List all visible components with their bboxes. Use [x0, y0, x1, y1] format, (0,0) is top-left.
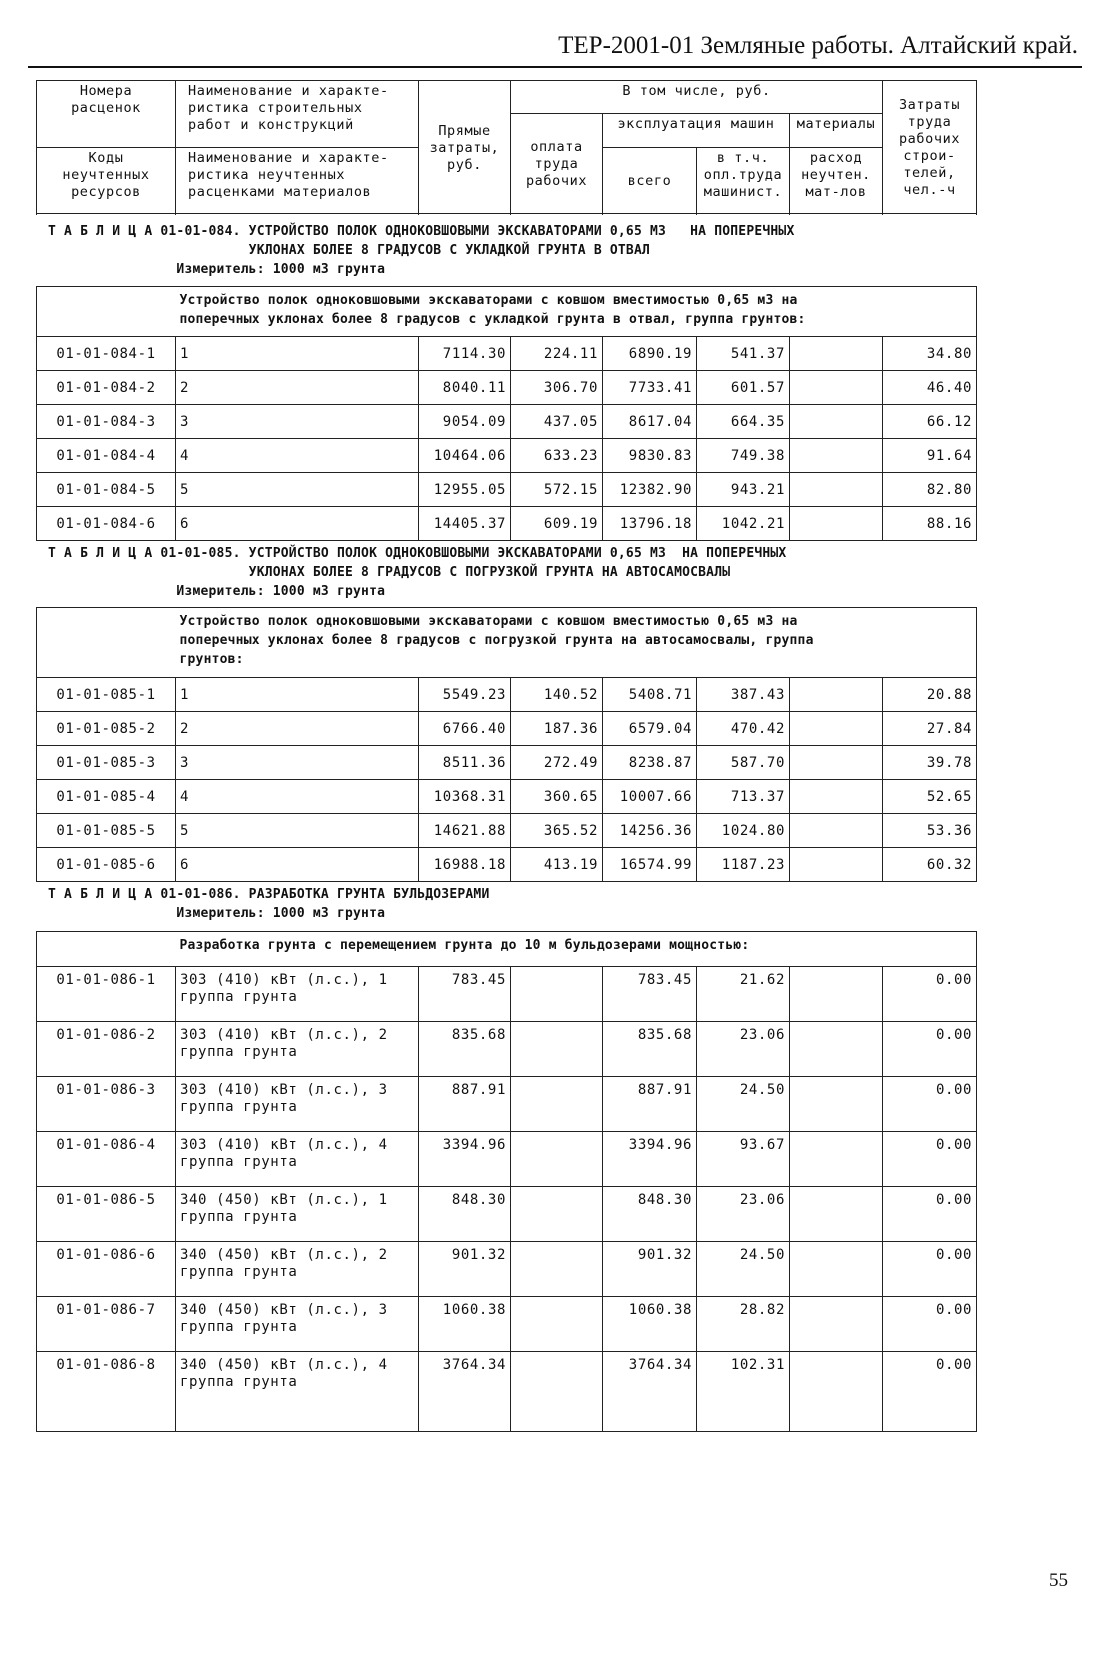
direct-cost-cell: 14621.88 [419, 814, 511, 848]
labor-cost-cell: 437.05 [511, 405, 603, 439]
materials-cell [790, 1187, 883, 1242]
labor-hours-cell: 0.00 [883, 1242, 977, 1297]
work-name-cell: 303 (410) кВт (л.с.), 2 группа грунта [176, 1022, 419, 1077]
table-row [37, 1132, 977, 1187]
labor-hours-cell: 0.00 [883, 1022, 977, 1077]
driver-labor-cell: 601.57 [697, 371, 790, 405]
table-row [37, 507, 977, 541]
direct-cost-cell: 6766.40 [419, 712, 511, 746]
table-row [37, 780, 977, 814]
materials-cell [790, 405, 883, 439]
driver-labor-cell: 24.50 [697, 1242, 790, 1297]
labor-cost-cell [511, 1132, 603, 1187]
driver-labor-cell: 713.37 [697, 780, 790, 814]
materials-cell [790, 712, 883, 746]
machine-cost-cell: 8617.04 [603, 405, 697, 439]
rate-code-cell: 01-01-086-1 [37, 967, 176, 1022]
table-row [37, 473, 977, 507]
col-eksp: эксплуатация машин [603, 114, 790, 148]
materials-cell [790, 337, 883, 371]
machine-cost-cell: 16574.99 [603, 848, 697, 882]
rate-table-085 [36, 607, 977, 882]
work-name-cell: 303 (410) кВт (л.с.), 1 группа грунта [176, 967, 419, 1022]
labor-cost-cell [511, 1077, 603, 1132]
driver-labor-cell: 943.21 [697, 473, 790, 507]
labor-cost-cell: 272.49 [511, 746, 603, 780]
work-name-cell: 5 [176, 473, 419, 507]
direct-cost-cell: 10464.06 [419, 439, 511, 473]
rate-code-cell: 01-01-086-6 [37, 1242, 176, 1297]
materials-cell [790, 473, 883, 507]
work-name-cell: 4 [176, 780, 419, 814]
rate-table-084 [36, 286, 977, 541]
driver-labor-cell: 93.67 [697, 1132, 790, 1187]
driver-labor-cell: 1187.23 [697, 848, 790, 882]
labor-cost-cell: 633.23 [511, 439, 603, 473]
col-vtom: В том числе, руб. [511, 81, 883, 114]
section-spacer [37, 608, 176, 678]
rate-code-cell: 01-01-084-2 [37, 371, 176, 405]
machine-cost-cell: 5408.71 [603, 678, 697, 712]
materials-cell [790, 439, 883, 473]
labor-hours-cell: 91.64 [883, 439, 977, 473]
labor-hours-cell: 82.80 [883, 473, 977, 507]
section-title: Устройство полок одноковшовыми экскаваторами с ковшом вместимостью 0,65 м3 на поперечных уклонах более 8 градусов с укладкой грунта в отвал, группа грунтов: [176, 287, 977, 337]
rate-table-086 [36, 931, 977, 1432]
rate-code-cell: 01-01-086-5 [37, 1187, 176, 1242]
materials-cell [790, 1242, 883, 1297]
col-vsego: всего [603, 148, 697, 214]
page-number: 55 [1049, 1570, 1068, 1591]
direct-cost-cell: 8511.36 [419, 746, 511, 780]
driver-labor-cell: 387.43 [697, 678, 790, 712]
table-row [37, 1187, 977, 1242]
materials-cell [790, 814, 883, 848]
driver-labor-cell: 23.06 [697, 1187, 790, 1242]
labor-hours-cell: 0.00 [883, 1297, 977, 1352]
work-name-cell: 340 (450) кВт (л.с.), 1 группа грунта [176, 1187, 419, 1242]
materials-cell [790, 1022, 883, 1077]
rate-code-cell: 01-01-085-4 [37, 780, 176, 814]
direct-cost-cell: 9054.09 [419, 405, 511, 439]
labor-hours-cell: 27.84 [883, 712, 977, 746]
table-row [37, 712, 977, 746]
rate-code-cell: 01-01-084-3 [37, 405, 176, 439]
work-name-cell: 303 (410) кВт (л.с.), 3 группа грунта [176, 1077, 419, 1132]
materials-cell [790, 507, 883, 541]
rate-code-cell: 01-01-086-3 [37, 1077, 176, 1132]
section-title: Устройство полок одноковшовыми экскаваторами с ковшом вместимостью 0,65 м3 на поперечных уклонах более 8 градусов с погрузкой грунта на автосамосвалы, группа грунтов: [176, 608, 977, 678]
rate-code-cell: 01-01-086-4 [37, 1132, 176, 1187]
materials-cell [790, 1297, 883, 1352]
labor-hours-cell: 66.12 [883, 405, 977, 439]
machine-cost-cell: 848.30 [603, 1187, 697, 1242]
work-name-cell: 4 [176, 439, 419, 473]
rate-code-cell: 01-01-085-5 [37, 814, 176, 848]
rate-code-cell: 01-01-084-5 [37, 473, 176, 507]
machine-cost-cell: 10007.66 [603, 780, 697, 814]
table-row [37, 967, 977, 1022]
labor-hours-cell: 52.65 [883, 780, 977, 814]
machine-cost-cell: 3764.34 [603, 1352, 697, 1432]
labor-hours-cell: 88.16 [883, 507, 977, 541]
direct-cost-cell: 5549.23 [419, 678, 511, 712]
labor-hours-cell: 0.00 [883, 1077, 977, 1132]
materials-cell [790, 848, 883, 882]
table-row [37, 746, 977, 780]
labor-cost-cell: 306.70 [511, 371, 603, 405]
driver-labor-cell: 1024.80 [697, 814, 790, 848]
work-name-cell: 6 [176, 848, 419, 882]
materials-cell [790, 371, 883, 405]
work-name-cell: 340 (450) кВт (л.с.), 4 группа грунта [176, 1352, 419, 1432]
driver-labor-cell: 23.06 [697, 1022, 790, 1077]
direct-cost-cell: 901.32 [419, 1242, 511, 1297]
labor-cost-cell: 609.19 [511, 507, 603, 541]
section-spacer [37, 287, 176, 337]
direct-cost-cell: 7114.30 [419, 337, 511, 371]
labor-hours-cell: 60.32 [883, 848, 977, 882]
column-header-table [36, 80, 977, 214]
page-title: ТЕР-2001-01 Земляные работы. Алтайский край. [558, 32, 1078, 59]
rate-code-cell: 01-01-085-3 [37, 746, 176, 780]
table-row [37, 439, 977, 473]
machine-cost-cell: 9830.83 [603, 439, 697, 473]
machine-cost-cell: 835.68 [603, 1022, 697, 1077]
labor-cost-cell [511, 1022, 603, 1077]
direct-cost-cell: 887.91 [419, 1077, 511, 1132]
table-row [37, 1297, 977, 1352]
table-row [37, 1022, 977, 1077]
rate-code-cell: 01-01-085-1 [37, 678, 176, 712]
direct-cost-cell: 10368.31 [419, 780, 511, 814]
table-row [37, 337, 977, 371]
machine-cost-cell: 783.45 [603, 967, 697, 1022]
labor-cost-cell [511, 1297, 603, 1352]
work-name-cell: 1 [176, 337, 419, 371]
labor-cost-cell: 572.15 [511, 473, 603, 507]
direct-cost-cell: 835.68 [419, 1022, 511, 1077]
machine-cost-cell: 901.32 [603, 1242, 697, 1297]
direct-cost-cell: 16988.18 [419, 848, 511, 882]
materials-cell [790, 967, 883, 1022]
col-pryamye: Прямые затраты, руб. [419, 81, 511, 214]
rate-code-cell: 01-01-085-6 [37, 848, 176, 882]
materials-cell [790, 1077, 883, 1132]
work-name-cell: 5 [176, 814, 419, 848]
labor-hours-cell: 34.80 [883, 337, 977, 371]
driver-labor-cell: 541.37 [697, 337, 790, 371]
machine-cost-cell: 6579.04 [603, 712, 697, 746]
labor-cost-cell: 413.19 [511, 848, 603, 882]
table-row [37, 1077, 977, 1132]
work-name-cell: 3 [176, 405, 419, 439]
direct-cost-cell: 3394.96 [419, 1132, 511, 1187]
table-row [37, 405, 977, 439]
machine-cost-cell: 8238.87 [603, 746, 697, 780]
work-name-cell: 6 [176, 507, 419, 541]
materials-cell [790, 678, 883, 712]
driver-labor-cell: 749.38 [697, 439, 790, 473]
driver-labor-cell: 102.31 [697, 1352, 790, 1432]
col-nomer: Номера расценок [37, 81, 176, 148]
direct-cost-cell: 14405.37 [419, 507, 511, 541]
machine-cost-cell: 3394.96 [603, 1132, 697, 1187]
labor-cost-cell: 365.52 [511, 814, 603, 848]
labor-hours-cell: 46.40 [883, 371, 977, 405]
machine-cost-cell: 14256.36 [603, 814, 697, 848]
col-zatraty: Затраты труда рабочих строи- телей, чел.-ч [883, 81, 977, 214]
section-spacer [37, 932, 176, 967]
direct-cost-cell: 8040.11 [419, 371, 511, 405]
direct-cost-cell: 1060.38 [419, 1297, 511, 1352]
labor-cost-cell [511, 1242, 603, 1297]
table-row [37, 1352, 977, 1432]
col-oplata: оплата труда рабочих [511, 114, 603, 214]
work-name-cell: 2 [176, 371, 419, 405]
direct-cost-cell: 12955.05 [419, 473, 511, 507]
machine-cost-cell: 13796.18 [603, 507, 697, 541]
table-caption-086: Т А Б Л И Ц А 01-01-086. РАЗРАБОТКА ГРУНТА БУЛЬДОЗЕРАМИ Измеритель: 1000 м3 грунта [48, 887, 490, 921]
driver-labor-cell: 664.35 [697, 405, 790, 439]
table-body [37, 337, 977, 541]
driver-labor-cell: 21.62 [697, 967, 790, 1022]
driver-labor-cell: 24.50 [697, 1077, 790, 1132]
rate-code-cell: 01-01-085-2 [37, 712, 176, 746]
work-name-cell: 340 (450) кВт (л.с.), 2 группа грунта [176, 1242, 419, 1297]
rate-code-cell: 01-01-084-6 [37, 507, 176, 541]
rate-code-cell: 01-01-086-7 [37, 1297, 176, 1352]
col-vtch: в т.ч. опл.труда машинист. [697, 148, 790, 214]
direct-cost-cell: 848.30 [419, 1187, 511, 1242]
table-row [37, 1242, 977, 1297]
driver-labor-cell: 587.70 [697, 746, 790, 780]
table-row [37, 848, 977, 882]
labor-hours-cell: 20.88 [883, 678, 977, 712]
machine-cost-cell: 887.91 [603, 1077, 697, 1132]
labor-cost-cell: 187.36 [511, 712, 603, 746]
driver-labor-cell: 470.42 [697, 712, 790, 746]
labor-hours-cell: 0.00 [883, 1187, 977, 1242]
col-kody: Коды неучтенных ресурсов [37, 148, 176, 214]
labor-hours-cell: 0.00 [883, 1132, 977, 1187]
direct-cost-cell: 783.45 [419, 967, 511, 1022]
labor-hours-cell: 0.00 [883, 1352, 977, 1432]
labor-cost-cell: 140.52 [511, 678, 603, 712]
direct-cost-cell: 3764.34 [419, 1352, 511, 1432]
materials-cell [790, 746, 883, 780]
table-body [37, 967, 977, 1432]
work-name-cell: 2 [176, 712, 419, 746]
machine-cost-cell: 12382.90 [603, 473, 697, 507]
labor-hours-cell: 39.78 [883, 746, 977, 780]
table-body [37, 678, 977, 882]
col-naim: Наименование и характе- ристика строительных работ и конструкций [176, 81, 419, 148]
machine-cost-cell: 7733.41 [603, 371, 697, 405]
labor-hours-cell: 53.36 [883, 814, 977, 848]
work-name-cell: 340 (450) кВт (л.с.), 3 группа грунта [176, 1297, 419, 1352]
materials-cell [790, 1352, 883, 1432]
work-name-cell: 303 (410) кВт (л.с.), 4 группа грунта [176, 1132, 419, 1187]
section-title: Разработка грунта с перемещением грунта до 10 м бульдозерами мощностью: [176, 932, 977, 967]
page-header [28, 26, 1082, 68]
table-row [37, 678, 977, 712]
materials-cell [790, 780, 883, 814]
labor-cost-cell [511, 1352, 603, 1432]
labor-cost-cell [511, 967, 603, 1022]
rate-code-cell: 01-01-086-2 [37, 1022, 176, 1077]
labor-cost-cell: 224.11 [511, 337, 603, 371]
machine-cost-cell: 6890.19 [603, 337, 697, 371]
driver-labor-cell: 1042.21 [697, 507, 790, 541]
table-row [37, 371, 977, 405]
col-rashod: расход неучтен. мат-лов [790, 148, 883, 214]
materials-cell [790, 1132, 883, 1187]
table-caption-085: Т А Б Л И Ц А 01-01-085. УСТРОЙСТВО ПОЛОК ОДНОКОВШОВЫМИ ЭКСКАВАТОРАМИ 0,65 М3 НА ПОПЕРЕЧНЫХ УКЛОНАХ БОЛЕЕ 8 ГРАДУСОВ С ПОГРУЗКОЙ ГРУНТА НА АВТОСАМОСВАЛЫ Измеритель: 1000 м3 грунта [48, 546, 787, 599]
labor-cost-cell: 360.65 [511, 780, 603, 814]
labor-hours-cell: 0.00 [883, 967, 977, 1022]
rate-code-cell: 01-01-084-1 [37, 337, 176, 371]
driver-labor-cell: 28.82 [697, 1297, 790, 1352]
rate-code-cell: 01-01-084-4 [37, 439, 176, 473]
col-materialy: материалы [790, 114, 883, 148]
work-name-cell: 3 [176, 746, 419, 780]
work-name-cell: 1 [176, 678, 419, 712]
table-caption-084: Т А Б Л И Ц А 01-01-084. УСТРОЙСТВО ПОЛОК ОДНОКОВШОВЫМИ ЭКСКАВАТОРАМИ 0,65 М3 НА ПОПЕРЕЧНЫХ УКЛОНАХ БОЛЕЕ 8 ГРАДУСОВ С УКЛАДКОЙ ГРУНТА В ОТВАЛ Измеритель: 1000 м3 грунта [48, 224, 795, 277]
labor-cost-cell [511, 1187, 603, 1242]
col-naim2: Наименование и характе- ристика неучтенных расценками материалов [176, 148, 419, 214]
table-row [37, 814, 977, 848]
rate-code-cell: 01-01-086-8 [37, 1352, 176, 1432]
machine-cost-cell: 1060.38 [603, 1297, 697, 1352]
